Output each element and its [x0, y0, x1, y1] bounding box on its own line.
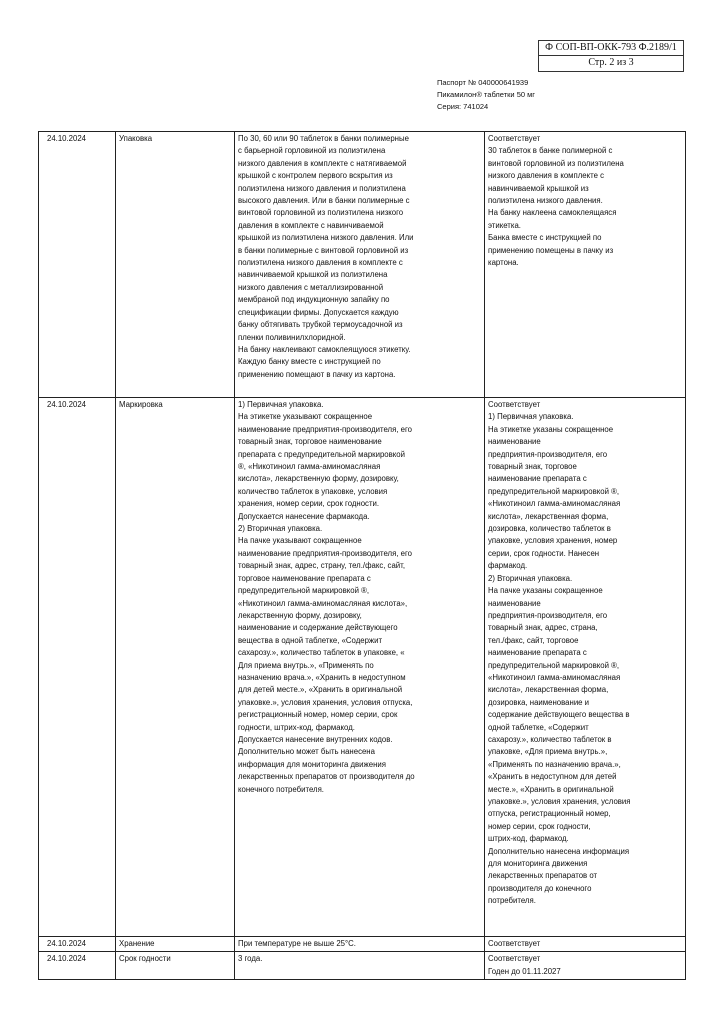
- row-result: Соответствует: [485, 937, 686, 952]
- table-row: [39, 937, 686, 952]
- row-parameter: Срок годности: [116, 952, 235, 980]
- row-parameter: Хранение: [116, 937, 235, 952]
- document-meta: [437, 77, 535, 113]
- test-results-table: [38, 131, 686, 980]
- form-code-box: [538, 40, 684, 72]
- row-result: Соответствует 30 таблеток в банке полимерной с винтовой горловиной из полиэтилена низкого давления в комплекте с навинчиваемой крышкой из полиэтилена низкого давления. На банку наклеена самоклеящаяся этикетка. Банка вместе с инструкцией по применению помещены в пачку из картона.: [485, 132, 686, 398]
- row-date: 24.10.2024: [39, 132, 116, 398]
- table-row: [39, 952, 686, 980]
- row-result: Соответствует Годен до 01.11.2027: [485, 952, 686, 980]
- row-date: 24.10.2024: [39, 398, 116, 937]
- page-label: Стр. 2 из 3: [588, 57, 634, 68]
- row-requirement: 3 года.: [235, 952, 485, 980]
- table-row: [39, 398, 686, 937]
- row-requirement: По 30, 60 или 90 таблеток в банки полимерные с барьерной горловиной из полиэтилена низкого давления в комплекте с натягиваемой крышкой с контролем первого вскрытия из полиэтилена низкого давления и полиэтилена высокого давления. Или в банки полимерные с винтовой горловиной из полиэтилена низкого давления в комплекте с навинчиваемой крышкой из полиэтилена низкого давления. Или в банки полимерные с винтовой горловиной из полиэтилена низкого давления в комплекте с навинчиваемой крышкой из полиэтилена низкого давления с металлизированной мембраной под индукционную запайку по спецификации фирмы. Допускается каждую банку обтягивать трубкой термоусадочной из пленки поливинилхлоридной. На банку наклеивают самоклеящуюся этикетку. Каждую банку вместе с инструкцией по применению помещают в пачку из картона.: [235, 132, 485, 398]
- table-row: [39, 132, 686, 398]
- row-requirement: При температуре не выше 25°С.: [235, 937, 485, 952]
- row-requirement: 1) Первичная упаковка. На этикетке указывают сокращенное наименование предприятия-производителя, его товарный знак, торговое наименование препарата с предупредительной маркировкой ®, «Никотиноил гамма-аминомасляная кислота», лекарственную форму, дозировку, количество таблеток в упаковке, условия хранения, номер серии, срок годности. Допускается нанесение фармакода. 2) Вторичная упаковка. На пачке указывают сокращенное наименование предприятия-производителя, его товарный знак, адрес, страну, тел./факс, сайт, торговое наименование препарата с предупредительной маркировкой ®, «Никотиноил гамма-аминомасляная кислота», лекарственную форму, дозировку, наименование и содержание действующего вещества в одной таблетке, «Содержит сахарозу.», количество таблеток в упаковке, « Для приема внутрь.», «Применять по назначению врача.», «Хранить в недоступном для детей месте.», «Хранить в оригинальной упаковке.», условия хранения, условия отпуска, регистрационный номер, номер серии, срок годности, штрих-код, фармакод. Допускается нанесение внутренних кодов. Дополнительно может быть нанесена информация для мониторинга движения лекарственных препаратов от производителя до конечного потребителя.: [235, 398, 485, 937]
- row-date: 24.10.2024: [39, 952, 116, 980]
- row-parameter: Маркировка: [116, 398, 235, 937]
- passport-number: Паспорт № 040000641939: [437, 78, 529, 87]
- form-code: Ф СОП-ВП-ОКК-793 Ф.2189/1: [539, 41, 683, 56]
- row-result: Соответствует 1) Первичная упаковка. На этикетке указаны сокращенное наименование предприятия-производителя, его товарный знак, торговое наименование препарата с предупредительной маркировкой ®, «Никотиноил гамма-аминомасляная кислота», лекарственная форма, дозировка, количество таблеток в упаковке, условия хранения, номер серии, срок годности. Нанесен фармакод. 2) Вторичная упаковка. На пачке указаны сокращенное наименование предприятия-производителя, его товарный знак, адрес, страна, тел./факс, сайт, торговое наименование препарата с предупредительной маркировкой ®, «Никотиноил гамма-аминомасляная кислота», лекарственная форма, дозировка, наименование и содержание действующего вещества в одной таблетке, «Содержит сахарозу.», количество таблеток в упаковке, «Для приема внутрь.», «Применять по назначению врача.», «Хранить в недоступном для детей месте.», «Хранить в оригинальной упаковке.», условия хранения, условия отпуска, регистрационный номер, номер серии, срок годности, штрих-код, фармакод. Дополнительно нанесена информация для мониторинга движения лекарственных препаратов от производителя до конечного потребителя.: [485, 398, 686, 937]
- series-number: Серия: 741024: [437, 102, 489, 111]
- row-parameter: Упаковка: [116, 132, 235, 398]
- row-date: 24.10.2024: [39, 937, 116, 952]
- product-name: Пикамилон® таблетки 50 мг: [437, 90, 536, 99]
